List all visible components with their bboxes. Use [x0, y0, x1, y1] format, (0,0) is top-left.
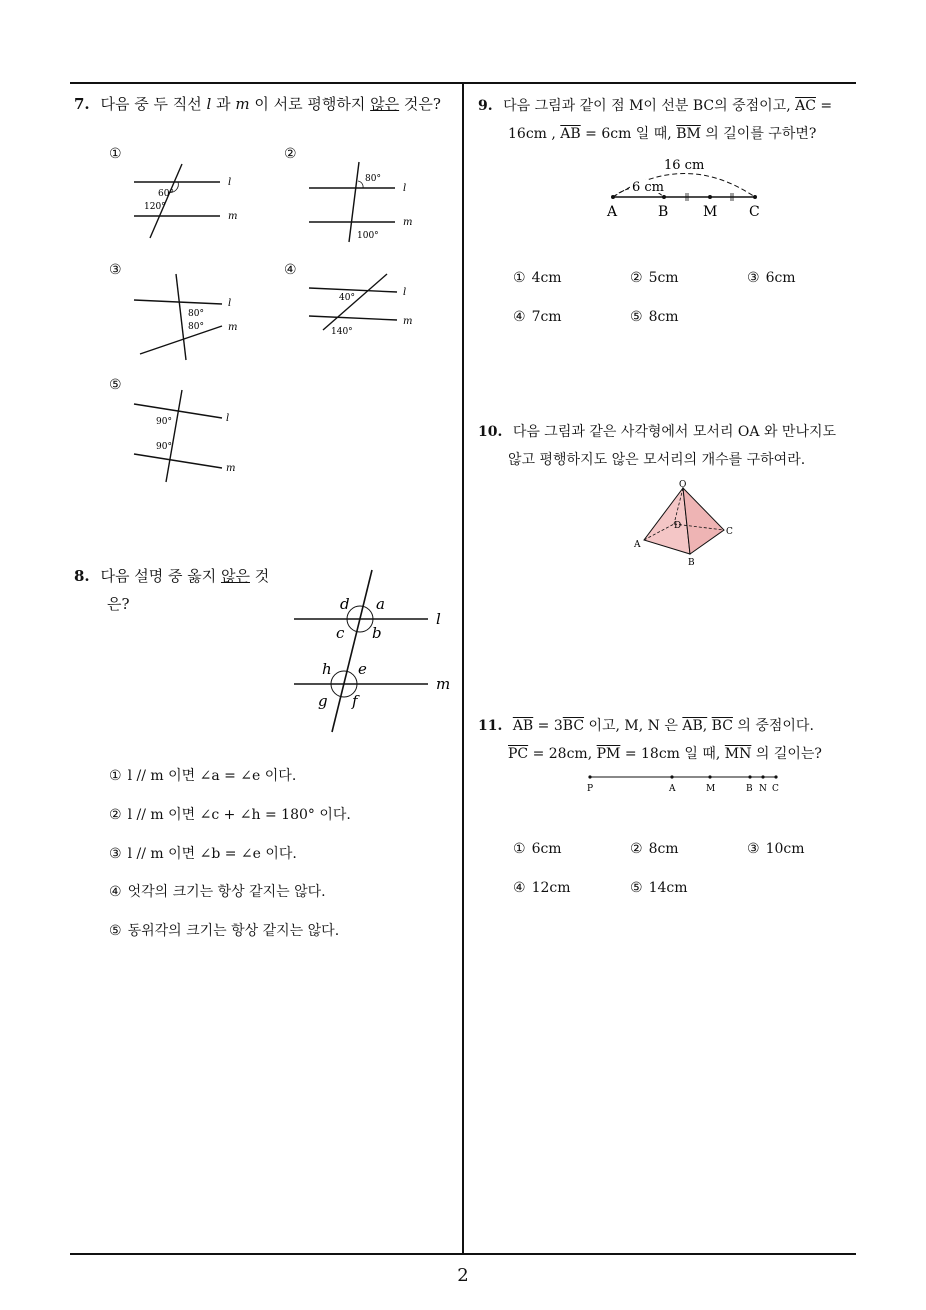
q9-choice-3[interactable] — [747, 270, 796, 286]
line-m-label: m — [403, 316, 413, 327]
question-text: 이 서로 평행하지 — [254, 95, 366, 113]
angle-a-label: a — [376, 595, 385, 613]
vertex-d-label: D — [674, 521, 682, 531]
choice-number: ① — [513, 270, 526, 286]
choice-2-label[interactable]: ② — [284, 146, 297, 162]
question-number: 8. — [74, 567, 90, 585]
point-m-label: M — [706, 784, 716, 794]
angle-label: 140° — [331, 327, 353, 337]
angle-label: 100° — [357, 231, 379, 241]
choice-text: l // m 이면 ∠b = ∠e 이다. — [127, 846, 297, 862]
angle-label: 40° — [339, 293, 355, 303]
choice-text: 6cm — [531, 841, 562, 857]
line-l-label: l — [228, 177, 232, 188]
question-text: 이고, M, N 은 — [588, 718, 678, 734]
question-text: 않고 평행하지도 않은 모서리의 개수를 구하여라. — [508, 452, 806, 468]
line-l-label: l — [226, 413, 230, 424]
angle-c-label: c — [336, 624, 345, 642]
q7-figure-5 — [130, 388, 250, 483]
choice-number: ② — [630, 841, 643, 857]
point-p-label: P — [587, 784, 594, 794]
question-text: 다음 그림과 같이 점 M이 선분 BC의 중점이고, — [503, 98, 791, 114]
question-10 — [478, 418, 868, 474]
q11-choice-3[interactable] — [747, 841, 805, 857]
choice-number: ④ — [513, 880, 526, 896]
point-m-label: M — [703, 204, 718, 220]
question-text: = 18cm 일 때, — [624, 746, 721, 762]
choice-text: 7cm — [531, 309, 562, 325]
choice-number: ② — [109, 807, 122, 823]
choice-text: l // m 이면 ∠a = ∠e 이다. — [127, 768, 297, 784]
choice-number: ② — [630, 270, 643, 286]
q7-figure-1 — [130, 160, 250, 245]
q7-figure-4 — [305, 272, 425, 352]
segment-ab: $\overline{AB}$ — [512, 718, 534, 734]
line-m-label: m — [228, 211, 238, 222]
line-l-label: l — [228, 298, 232, 309]
question-11 — [478, 712, 868, 768]
q11-choice-4[interactable] — [513, 880, 571, 896]
q9-choice-2[interactable] — [630, 270, 679, 286]
line-l-label: l — [436, 610, 441, 628]
point-a-label: A — [669, 784, 676, 794]
choice-text: 엇각의 크기는 항상 같지는 않다. — [127, 884, 326, 900]
question-text: 다음 그림과 같은 사각형에서 모서리 OA 와 만나지도 — [512, 424, 837, 440]
var-l: l — [206, 95, 212, 113]
question-number: 9. — [478, 98, 493, 114]
line-m-label: m — [403, 217, 413, 228]
question-text: 의 중점이다. — [737, 718, 814, 734]
question-text: 은? — [107, 595, 130, 613]
line-l-label: l — [403, 287, 407, 298]
q7-figure-2 — [305, 160, 425, 245]
question-text: 다음 설명 중 옳지 — [100, 567, 217, 585]
choice-5-label[interactable]: ⑤ — [109, 377, 122, 393]
choice-number: ⑤ — [630, 309, 643, 325]
question-text: = 3 — [537, 718, 563, 734]
choice-3-label[interactable]: ③ — [109, 262, 122, 278]
q10-pyramid-figure — [630, 478, 740, 570]
line-m-label: m — [228, 322, 238, 333]
choice-text: 6cm — [765, 270, 796, 286]
choice-number: ⑤ — [630, 880, 643, 896]
angle-h-label: h — [322, 660, 332, 678]
angle-b-label: b — [372, 624, 382, 642]
q11-choice-1[interactable] — [513, 841, 562, 857]
point-a-label: A — [607, 204, 618, 220]
vertex-c-label: C — [726, 527, 733, 537]
choice-number: ① — [109, 768, 122, 784]
choice-number: ④ — [513, 309, 526, 325]
choice-number: ③ — [747, 270, 760, 286]
line-m-label: m — [226, 463, 236, 474]
column-divider — [462, 82, 464, 1254]
segment-ab: AB, — [682, 718, 708, 734]
segment-mn: $\overline{MN}$ — [724, 746, 752, 762]
segment-pc: $\overline{PC}$ — [508, 746, 529, 762]
dimension-ac-label: 16 cm — [664, 158, 705, 173]
question-number: 11. — [478, 718, 503, 734]
angle-label: 90° — [156, 417, 172, 427]
q9-figure — [600, 152, 770, 224]
choice-text: 동위각의 크기는 항상 같지는 않다. — [127, 923, 340, 939]
q8-choice-5[interactable] — [109, 920, 339, 940]
q9-choice-1[interactable] — [513, 270, 562, 286]
question-text: 16cm , — [508, 126, 556, 142]
question-7 — [74, 90, 459, 118]
segment-ac: $\overline{AC}$ — [795, 98, 816, 114]
q11-choice-5[interactable] — [630, 880, 688, 896]
underlined-word: 않은 — [220, 567, 250, 585]
line-m-label: m — [436, 675, 451, 693]
angle-e-label: e — [358, 660, 367, 678]
point-b-label: B — [658, 204, 669, 220]
angle-label: 120° — [144, 202, 166, 212]
q9-choice-5[interactable] — [630, 309, 679, 325]
choice-number: ④ — [109, 884, 122, 900]
choice-text: 8cm — [648, 841, 679, 857]
q8-choice-4[interactable] — [109, 881, 326, 901]
var-m: m — [235, 95, 250, 113]
angle-label: 80° — [365, 174, 381, 184]
question-text: 의 길이는? — [755, 746, 822, 762]
point-b-label: B — [746, 784, 753, 794]
question-number: 7. — [74, 95, 90, 113]
question-9 — [478, 92, 868, 148]
question-text: 다음 중 두 직선 — [100, 95, 202, 113]
point-c-label: C — [772, 784, 779, 794]
vertex-o-label: O — [679, 480, 687, 490]
q11-figure — [582, 768, 782, 798]
q7-figure-3 — [130, 272, 250, 362]
page-number: 2 — [457, 1265, 469, 1286]
angle-g-label: g — [318, 692, 328, 710]
question-text: = 28cm, — [532, 746, 593, 762]
question-text: 것은? — [403, 95, 441, 113]
question-text: 의 길이를 구하면? — [705, 126, 817, 142]
choice-text: 4cm — [531, 270, 562, 286]
q8-choice-2[interactable] — [109, 804, 351, 824]
question-text: 과 — [216, 95, 231, 113]
point-c-label: C — [749, 204, 760, 220]
question-number: 10. — [478, 424, 503, 440]
angle-d-label: d — [340, 595, 350, 613]
vertex-b-label: B — [688, 558, 695, 568]
angle-label: 80° — [188, 322, 204, 332]
q11-choice-2[interactable] — [630, 841, 679, 857]
choice-number: ① — [513, 841, 526, 857]
question-text: 것 — [254, 567, 270, 585]
segment-bm: $\overline{BM}$ — [676, 126, 701, 142]
choice-text: 5cm — [648, 270, 679, 286]
angle-label: 80° — [188, 309, 204, 319]
segment-ab: $\overline{AB}$ — [560, 126, 581, 142]
vertex-a-label: A — [634, 540, 641, 550]
q8-choice-1[interactable] — [109, 765, 296, 785]
choice-text: 12cm — [531, 880, 571, 896]
choice-text: 14cm — [648, 880, 688, 896]
underlined-word: 않은 — [370, 95, 400, 113]
segment-bc: $\overline{BC}$ — [562, 718, 585, 734]
segment-bc: $\overline{BC}$ — [711, 718, 733, 734]
segment-pm: $\overline{PM}$ — [596, 746, 621, 762]
q8-choice-3[interactable] — [109, 843, 297, 863]
angle-label: 60° — [158, 189, 174, 199]
question-8 — [74, 562, 294, 618]
choice-text: l // m 이면 ∠c + ∠h = 180° 이다. — [127, 807, 351, 823]
line-l-label: l — [403, 183, 407, 194]
choice-text: 10cm — [765, 841, 805, 857]
angle-f-label: f — [352, 692, 358, 710]
q8-figure — [288, 566, 458, 736]
choice-number: ③ — [747, 841, 760, 857]
dimension-ab-label: 6 cm — [632, 180, 665, 195]
choice-1-label[interactable]: ① — [109, 146, 122, 162]
choice-4-label[interactable]: ④ — [284, 262, 297, 278]
point-n-label: N — [759, 784, 767, 794]
choice-text: 8cm — [648, 309, 679, 325]
choice-number: ③ — [109, 846, 122, 862]
choice-number: ⑤ — [109, 923, 122, 939]
question-text: = — [820, 98, 833, 114]
question-text: = 6cm 일 때, — [585, 126, 672, 142]
q9-choice-4[interactable] — [513, 309, 562, 325]
angle-label: 90° — [156, 442, 172, 452]
